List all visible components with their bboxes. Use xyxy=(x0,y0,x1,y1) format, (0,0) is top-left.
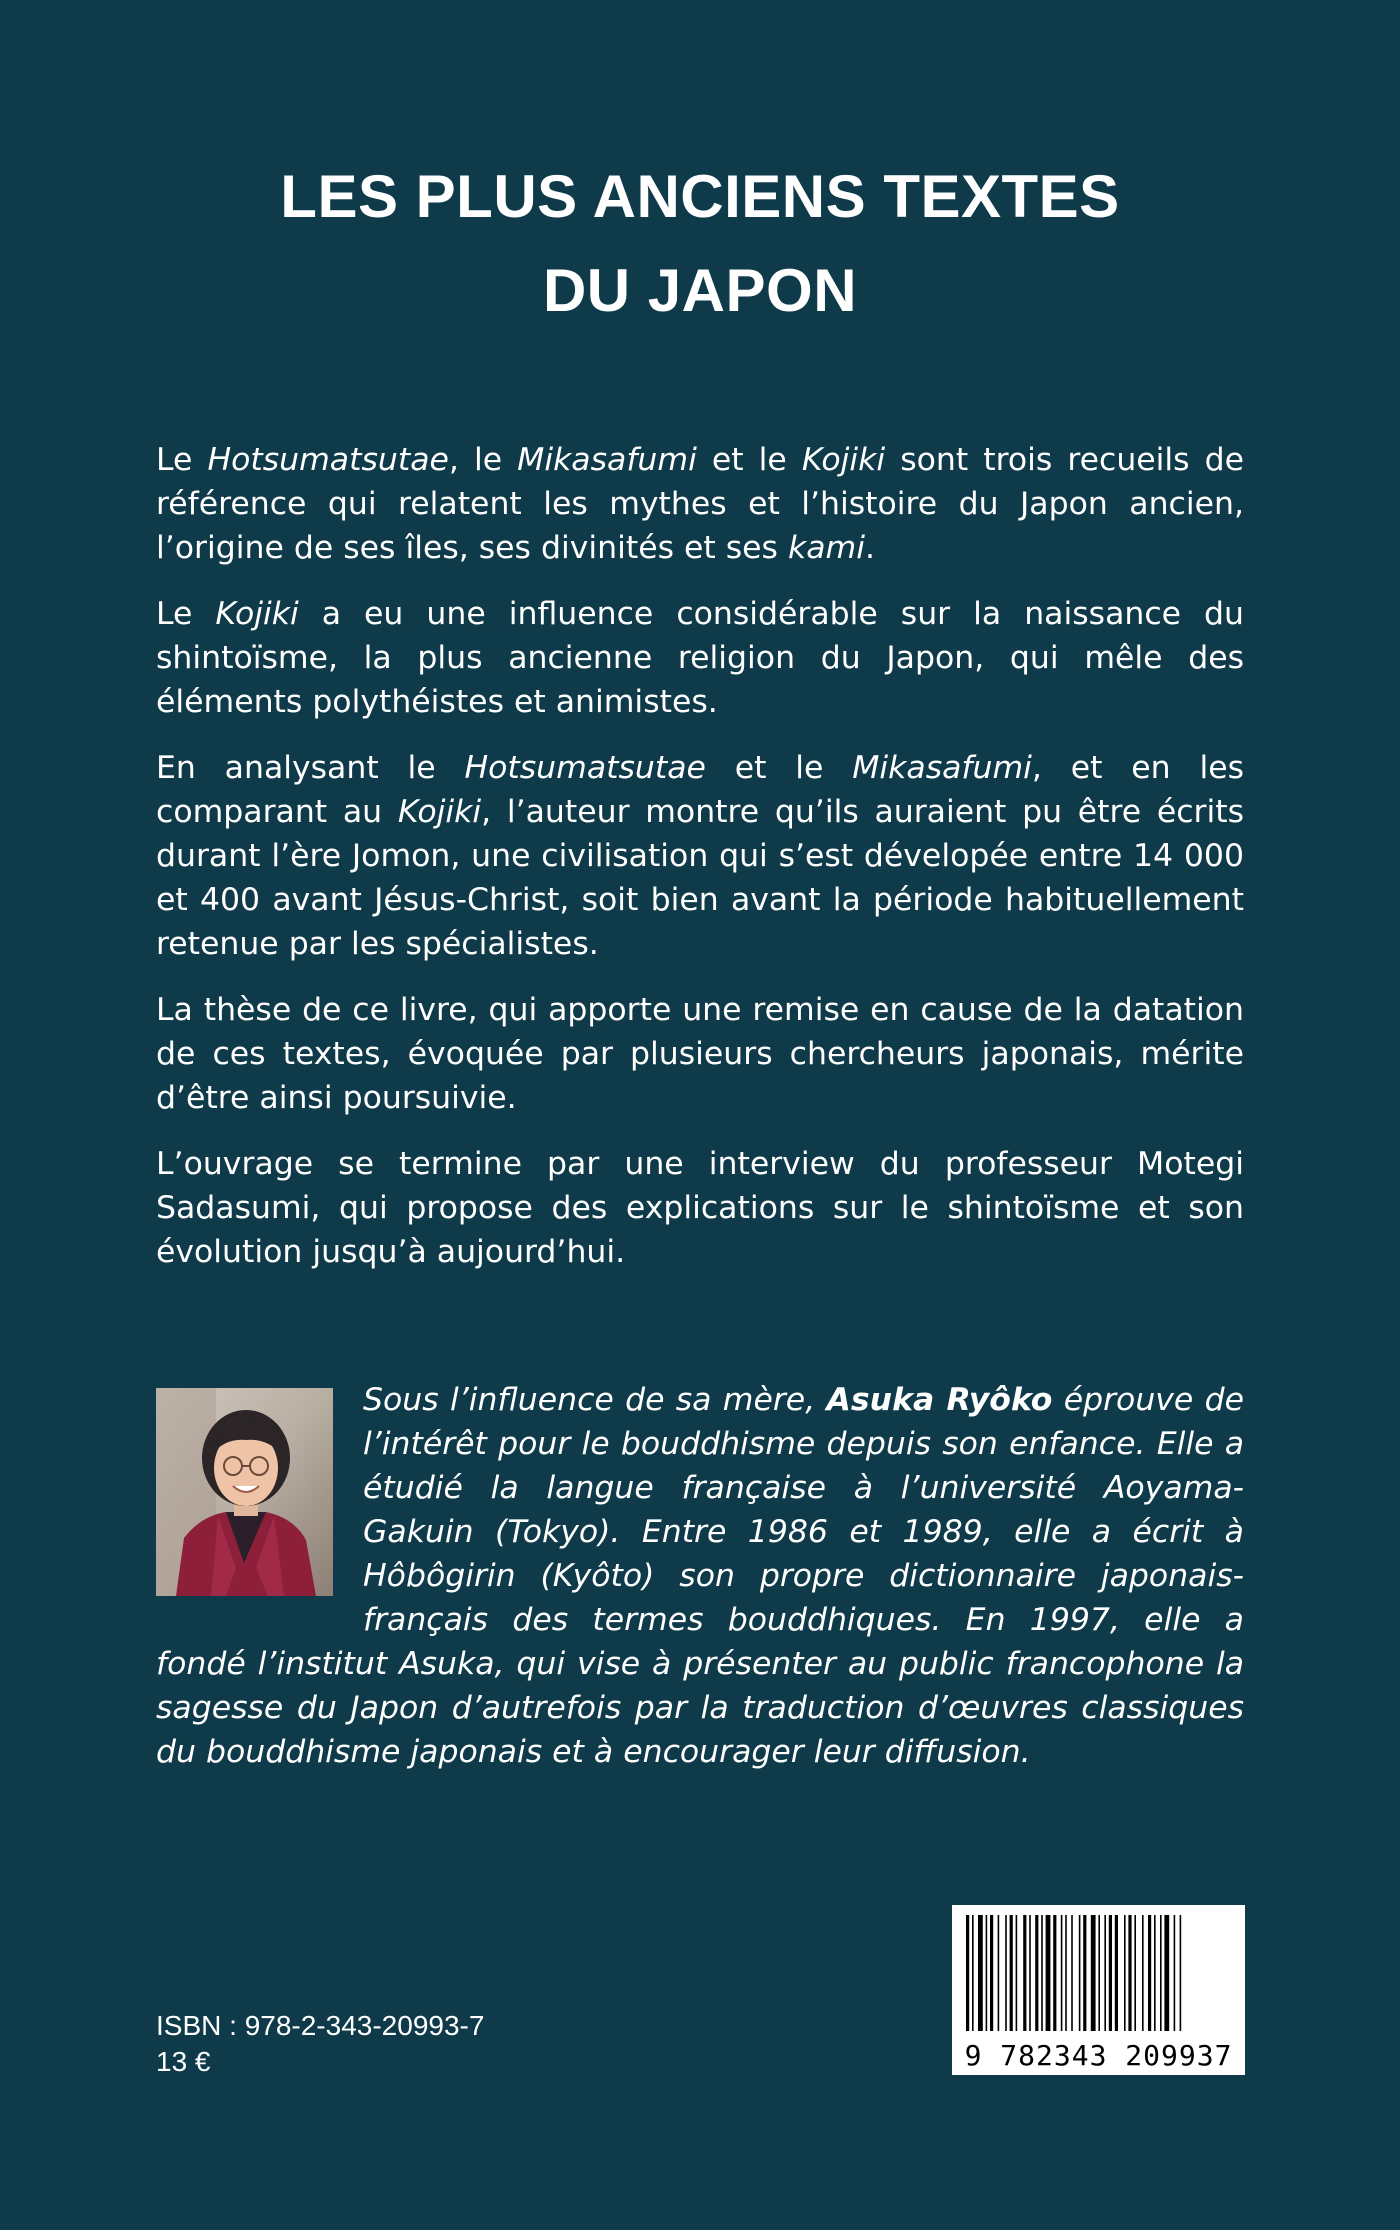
barcode-bar xyxy=(1134,1915,1136,2031)
barcode-bar xyxy=(978,1915,983,2031)
barcode-bar xyxy=(986,1915,988,2031)
barcode-bar xyxy=(1164,1915,1169,2031)
barcode-bar xyxy=(972,1915,974,2031)
barcode xyxy=(952,1905,1245,2075)
work-title: Kojiki xyxy=(397,794,482,830)
author-photo xyxy=(156,1388,333,1596)
barcode-bar xyxy=(1010,1915,1013,2031)
barcode-bar xyxy=(1061,1915,1063,2031)
work-title: Mikasafumi xyxy=(852,750,1032,786)
barcode-bar xyxy=(1142,1915,1144,2031)
barcode-bar xyxy=(1148,1915,1151,2031)
book-title-line1: LES PLUS ANCIENS TEXTES xyxy=(280,163,1120,230)
barcode-bar xyxy=(1041,1915,1043,2031)
author-bio xyxy=(156,1378,1244,1774)
author-name: Asuka Ryôko xyxy=(826,1382,1053,1418)
barcode-bar xyxy=(966,1915,969,2031)
book-title-line2: DU JAPON xyxy=(542,257,858,324)
work-title: Kojiki xyxy=(215,596,299,632)
barcode-bar xyxy=(1154,1915,1156,2031)
barcode-bar xyxy=(1180,1915,1182,2031)
barcode-bar xyxy=(1029,1915,1031,2031)
barcode-bar xyxy=(1023,1915,1026,2031)
barcode-bar xyxy=(1065,1915,1067,2031)
isbn-number: ISBN : 978-2-343-20993-7 xyxy=(156,2010,485,2041)
work-title: Kojiki xyxy=(801,442,886,478)
barcode-bar xyxy=(1071,1915,1073,2031)
barcode-bar xyxy=(1160,1915,1162,2031)
summary-paragraph-2 xyxy=(156,592,1244,724)
barcode-bar xyxy=(1128,1915,1131,2031)
barcode-bar xyxy=(1053,1915,1056,2031)
book-summary xyxy=(156,438,1244,1296)
book-title xyxy=(0,150,1400,338)
summary-text: . xyxy=(864,530,875,566)
barcode-bar xyxy=(1124,1915,1126,2031)
barcode-bar xyxy=(1016,1915,1018,2031)
barcode-bar xyxy=(1091,1915,1096,2031)
barcode-bar xyxy=(1035,1915,1038,2031)
summary-text: , l’auteur montre qu’ils auraient pu être écrits durant l’ère Jomon, une civilisation qui s’est dévelopée entre 14 000 et 400 avant Jésus-Christ, soit bien avant la période habituellement retenue par les spécialistes. xyxy=(156,794,1245,962)
price: 13 € xyxy=(156,2046,211,2077)
barcode-bar xyxy=(1104,1915,1106,2031)
barcode-bar xyxy=(1005,1915,1007,2031)
author-bio-intro: Sous l’influence de sa mère, xyxy=(363,1382,827,1418)
summary-paragraph-4: La thèse de ce livre, qui apporte une remise en cause de la datation de ces textes, évoquée par plusieurs chercheurs japonais, mérite d’être ainsi poursuivie. xyxy=(156,992,1244,1116)
emphasized-term: kami xyxy=(787,530,865,566)
barcode-bar xyxy=(998,1915,1000,2031)
barcode-bar xyxy=(1079,1915,1081,2031)
work-title: Hotsumatsutae xyxy=(207,442,449,478)
summary-paragraph-1 xyxy=(156,438,1244,570)
barcode-bar xyxy=(1174,1915,1176,2031)
summary-text: En analysant le xyxy=(156,750,465,786)
summary-text: Le xyxy=(156,442,208,478)
work-title: Hotsumatsutae xyxy=(464,750,706,786)
barcode-bar xyxy=(1115,1915,1118,2031)
barcode-bar xyxy=(1046,1915,1051,2031)
summary-text: a eu une influence considérable sur la naissance du shintoïsme, la plus ancienne religion du Japon, qui mêle des éléments polythéistes et animistes. xyxy=(156,596,1245,720)
summary-paragraph-5: L’ouvrage se termine par une interview du professeur Motegi Sadasumi, qui propose des explications sur le shintoïsme et son évolution jusqu’à aujourd’hui. xyxy=(156,1146,1244,1270)
summary-paragraph-3 xyxy=(156,746,1244,966)
author-bio-text: éprouve de l’intérêt pour le bouddhisme depuis son enfance. Elle a étudié la langue française à l’université Aoyama-Gakuin (Tokyo). Entre 1986 et 1989, elle a écrit à Hôbôgirin (Kyôto) son propre dictionnaire japonais-français des termes bouddhiques. En 1997, elle a fondé l’institut Asuka, qui vise à présenter au public francophone la sagesse du Japon d’autrefois par la traduction d’œuvres classiques du bouddhisme japonais et à encourager leur diffusion. xyxy=(156,1382,1244,1770)
barcode-bar xyxy=(1098,1915,1100,2031)
summary-text: et le xyxy=(705,750,853,786)
barcode-bar xyxy=(1083,1915,1086,2031)
summary-text: sont trois recueils de référence qui relatent les mythes et l’histoire du Japon ancien, l’origine de ses îles, ses divinités et ses xyxy=(156,442,1245,566)
barcode-bar xyxy=(990,1915,993,2031)
summary-text: , et en les comparant au xyxy=(156,750,1244,830)
isbn-price-block xyxy=(156,2008,484,2080)
summary-text: Le xyxy=(156,596,216,632)
summary-text: , le xyxy=(448,442,518,478)
summary-text: et le xyxy=(696,442,802,478)
barcode-bar xyxy=(1109,1915,1112,2031)
work-title: Mikasafumi xyxy=(517,442,697,478)
barcode-digits: 9 782343 209937 xyxy=(964,2039,1233,2072)
